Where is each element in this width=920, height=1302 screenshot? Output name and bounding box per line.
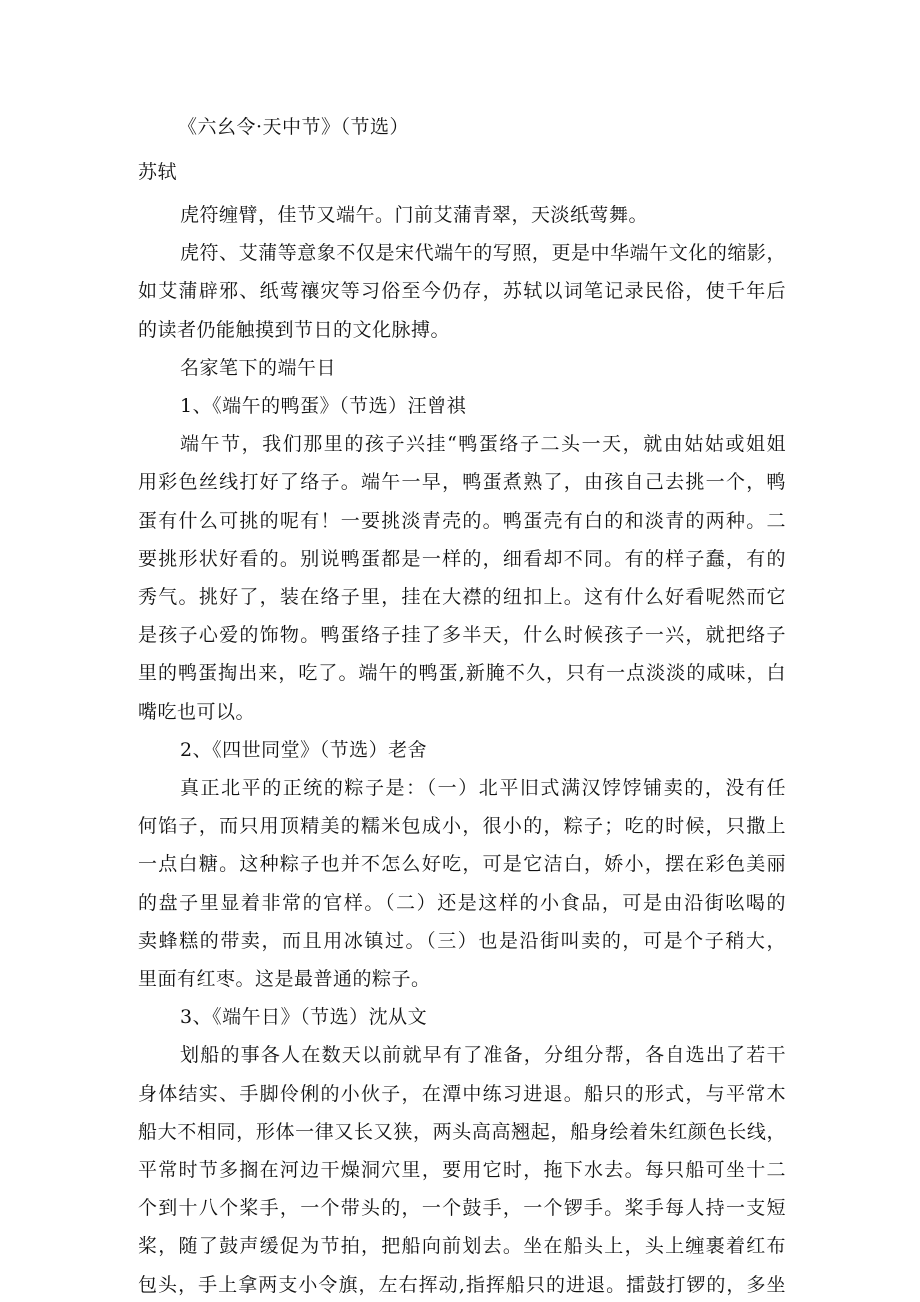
text-line: 船大不相同，形体一律又长又狭，两头高高翘起，船身绘着朱红颜色长线，	[138, 1120, 786, 1143]
text-line: 平常时节多搁在河边干燥洞穴里，要用它时，拖下水去。每只船可坐十二	[138, 1159, 786, 1181]
text-line: 包头，手上拿两支小令旗，左右挥动,指挥船只的进退。擂鼓打锣的，多坐	[138, 1273, 786, 1296]
text-line: 的盘子里显着非常的官样。（二）还是这样的小食品，可是由沿街吆喝的	[138, 891, 786, 914]
text-line: 虎符、艾蒲等意象不仅是宋代端午的写照，更是中华端午文化的缩影，	[180, 242, 786, 265]
text-line: 用彩色丝线打好了络子。端午一早，鸭蛋煮熟了，由孩自己去挑一个，鸭	[138, 471, 786, 494]
text-line: 个到十八个桨手，一个带头的，一个鼓手，一个锣手。桨手每人持一支短	[138, 1197, 786, 1220]
text-line: 桨，随了鼓声缓促为节拍，把船向前划去。坐在船头上，头上缠裹着红布	[138, 1235, 786, 1258]
text-line: 1、《端午的鸭蛋》（节选）汪曾祺	[180, 395, 467, 417]
text-line: 如艾蒲辟邪、纸莺禳灾等习俗至今仍存，苏轼以词笔记录民俗，使千年后	[138, 280, 786, 303]
text-line: 嘴吃也可以。	[138, 700, 256, 723]
text-line: 卖蜂糕的带卖，而且用冰镇过。（三）也是沿街叫卖的，可是个子稍大，	[138, 929, 786, 952]
text-line: 3、《端午日》（节选）沈从文	[180, 1006, 428, 1029]
text-line: 身体结实、手脚伶俐的小伙子，在潭中练习进退。船只的形式，与平常木	[138, 1082, 786, 1105]
text-line: 一点白糖。这种粽子也并不怎么好吃，可是它洁白，娇小，摆在彩色美丽	[138, 853, 786, 876]
text-line: 2、《四世同堂》（节选）老舍	[180, 738, 428, 761]
text-line: 划船的事各人在数天以前就早有了准备，分组分帮，各自选出了若干	[180, 1044, 786, 1067]
poem-author: 苏轼	[138, 161, 178, 183]
text-line: 是孩子心爱的饰物。鸭蛋络子挂了多半天，什么时候孩子一兴，就把络子	[138, 624, 786, 647]
text-line: 虎符缠臂，佳节又端午。门前艾蒲青翠，天淡纸莺舞。	[180, 204, 649, 226]
text-line: 蛋有什么可挑的呢有！一要挑淡青壳的。鸭蛋壳有白的和淡青的两种。二	[138, 509, 786, 532]
poem-title: 《六幺令·天中节》（节选）	[178, 116, 410, 138]
text-line: 的读者仍能触摸到节日的文化脉搏。	[138, 318, 451, 341]
text-line: 名家笔下的端午日	[180, 356, 337, 379]
text-line: 端午节，我们那里的孩子兴挂“鸭蛋络子二头一天，就由姑姑或姐姐	[180, 433, 786, 456]
text-line: 何馅子，而只用顶精美的糯米包成小，很小的，粽子；吃的时候，只撒上	[138, 815, 786, 838]
text-line: 秀气。挑好了，装在络子里，挂在大襟的纽扣上。这有什么好看呢然而它	[138, 586, 786, 608]
text-line: 里的鸭蛋掏出来，吃了。端午的鸭蛋,新腌不久，只有一点淡淡的咸味，白	[138, 662, 786, 685]
text-line: 里面有红枣。这是最普通的粽子。	[138, 968, 431, 990]
text-line: 要挑形状好看的。别说鸭蛋都是一样的，细看却不同。有的样子蠢，有的	[138, 547, 786, 570]
text-line: 真正北平的正统的粽子是：（一）北平旧式满汉饽饽铺卖的，没有任	[180, 777, 786, 799]
